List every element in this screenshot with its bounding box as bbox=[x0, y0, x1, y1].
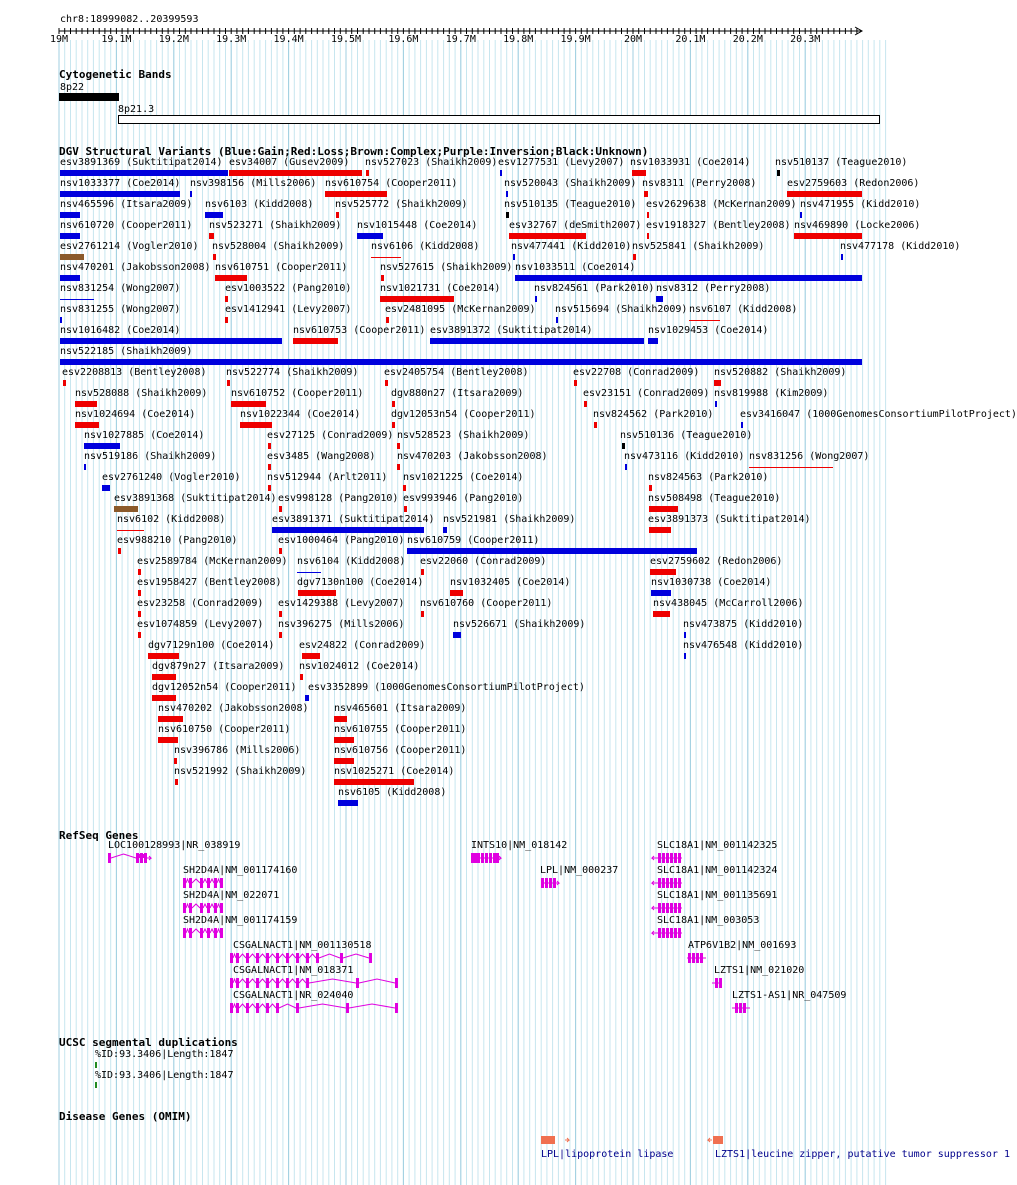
dgv-feature-label[interactable]: nsv520882 (Shaikh2009) bbox=[714, 367, 847, 378]
dgv-feature-label[interactable]: dgv879n27 (Itsara2009) bbox=[152, 661, 285, 672]
dgv-track-title[interactable]: DGV Structural Variants (Blue:Gain;Red:Loss;Brown:Complex;Purple:Inversion;Black:Unknown) bbox=[59, 145, 649, 158]
dgv-feature-label[interactable]: esv2405754 (Bentley2008) bbox=[384, 367, 529, 378]
dgv-feature-label[interactable]: nsv1029453 (Coe2014) bbox=[648, 325, 769, 336]
gene-label[interactable]: LZTS1|NM_021020 bbox=[714, 965, 805, 976]
gene-model[interactable] bbox=[230, 1003, 398, 1013]
dgv-feature-label[interactable]: esv1429388 (Levy2007) bbox=[278, 598, 405, 609]
dgv-feature-label[interactable]: nsv6104 (Kidd2008) bbox=[297, 556, 406, 567]
dgv-feature-label[interactable]: nsv8312 (Perry2008) bbox=[656, 283, 771, 294]
gene-label[interactable]: LZTS1-AS1|NR_047509 bbox=[732, 990, 847, 1001]
dgv-feature-label[interactable]: nsv525841 (Shaikh2009) bbox=[632, 241, 765, 252]
gene-model[interactable] bbox=[655, 878, 682, 888]
dgv-feature-label[interactable]: nsv610754 (Cooper2011) bbox=[325, 178, 458, 189]
dgv-feature-label[interactable]: nsv610752 (Cooper2011) bbox=[231, 388, 364, 399]
dgv-feature-label[interactable]: dgv7129n100 (Coe2014) bbox=[148, 640, 275, 651]
strand-arrow-icon bbox=[652, 881, 656, 885]
dgv-feature-label[interactable]: nsv471955 (Kidd2010) bbox=[800, 199, 921, 210]
dgv-feature-label[interactable]: esv3891372 (Suktitipat2014) bbox=[430, 325, 593, 336]
dgv-feature-label[interactable]: nsv396786 (Mills2006) bbox=[174, 745, 301, 756]
dgv-feature-label[interactable]: nsv521981 (Shaikh2009) bbox=[443, 514, 576, 525]
gene-model[interactable] bbox=[655, 853, 682, 863]
gene-label[interactable]: CSGALNACT1|NM_018371 bbox=[233, 965, 354, 976]
dgv-feature-label[interactable]: nsv510136 (Teague2010) bbox=[620, 430, 753, 441]
dgv-feature-label[interactable]: nsv523271 (Shaikh2009) bbox=[209, 220, 342, 231]
dgv-feature-label[interactable]: esv3891369 (Suktitipat2014) bbox=[60, 157, 223, 168]
dgv-feature-label[interactable]: nsv528088 (Shaikh2009) bbox=[75, 388, 208, 399]
strand-arrow-icon bbox=[652, 906, 656, 910]
dgv-feature-label[interactable]: esv1000464 (Pang2010) bbox=[278, 535, 405, 546]
dgv-feature-label[interactable]: nsv1021731 (Coe2014) bbox=[380, 283, 501, 294]
cytoband-track-title[interactable]: Cytogenetic Bands bbox=[59, 68, 172, 81]
dgv-feature-label[interactable]: esv27125 (Conrad2009) bbox=[267, 430, 394, 441]
omim-feature-lzts1[interactable] bbox=[713, 1136, 723, 1144]
dgv-feature-label[interactable]: esv3891373 (Suktitipat2014) bbox=[648, 514, 811, 525]
gene-model[interactable] bbox=[655, 928, 682, 938]
dgv-feature-label[interactable]: esv2589784 (McKernan2009) bbox=[137, 556, 288, 567]
gene-model[interactable] bbox=[471, 853, 499, 863]
dgv-feature-label[interactable]: nsv508498 (Teague2010) bbox=[648, 493, 781, 504]
dgv-feature-label[interactable]: nsv824561 (Park2010) bbox=[534, 283, 655, 294]
dgv-feature-label[interactable]: nsv6103 (Kidd2008) bbox=[205, 199, 314, 210]
dgv-feature-label[interactable]: nsv510137 (Teague2010) bbox=[775, 157, 908, 168]
dgv-feature-label[interactable]: nsv1033377 (Coe2014) bbox=[60, 178, 181, 189]
ruler-tick-label: 19.4M bbox=[273, 34, 304, 45]
gene-label[interactable]: LPL|NM_000237 bbox=[540, 865, 619, 876]
dgv-feature-label[interactable]: nsv6102 (Kidd2008) bbox=[117, 514, 226, 525]
dgv-feature-label[interactable]: nsv1016482 (Coe2014) bbox=[60, 325, 181, 336]
ruler-tick-label: 19.1M bbox=[101, 34, 132, 45]
ruler-tick-label: 20M bbox=[623, 34, 643, 45]
ruler-tick-label: 19.5M bbox=[330, 34, 362, 45]
dgv-feature-label[interactable]: esv2759602 (Redon2006) bbox=[650, 556, 783, 567]
omim-label-lzts1[interactable]: LZTS1|leucine zipper, putative tumor suppressor 1 bbox=[715, 1149, 1011, 1160]
dgv-feature-label[interactable]: nsv528523 (Shaikh2009) bbox=[397, 430, 530, 441]
ruler-tick-label: 19.7M bbox=[445, 34, 476, 45]
dgv-feature-label[interactable]: nsv469890 (Locke2006) bbox=[794, 220, 921, 231]
strand-arrow-icon bbox=[565, 1138, 569, 1142]
ruler-tick-label: 20.3M bbox=[790, 34, 821, 45]
dgv-feature-label[interactable]: esv2761240 (Vogler2010) bbox=[102, 472, 241, 483]
dgv-feature-label[interactable]: esv24822 (Conrad2009) bbox=[299, 640, 426, 651]
dgv-feature-label[interactable]: nsv1027885 (Coe2014) bbox=[84, 430, 205, 441]
dgv-feature-label[interactable]: nsv465596 (Itsara2009) bbox=[60, 199, 193, 210]
segdup-label: %ID:93.3406|Length:1847 bbox=[95, 1070, 234, 1081]
gene-label[interactable]: SH2D4A|NM_022071 bbox=[183, 890, 280, 901]
gene-label[interactable]: SLC18A1|NM_001142324 bbox=[657, 865, 778, 876]
dgv-feature-label[interactable]: esv23151 (Conrad2009) bbox=[583, 388, 710, 399]
dgv-feature-label[interactable]: esv998128 (Pang2010) bbox=[278, 493, 399, 504]
gene-label[interactable]: SLC18A1|NM_001142325 bbox=[657, 840, 778, 851]
dgv-feature-label[interactable]: nsv831255 (Wong2007) bbox=[60, 304, 181, 315]
strand-arrow-icon bbox=[652, 856, 656, 860]
dgv-feature-label[interactable]: nsv528004 (Shaikh2009) bbox=[212, 241, 345, 252]
ruler-tick-label: 19.8M bbox=[503, 34, 534, 45]
dgv-feature-label[interactable]: nsv1024694 (Coe2014) bbox=[75, 409, 196, 420]
ruler-tick-label: 19.9M bbox=[560, 34, 591, 45]
dgv-feature-label[interactable]: nsv610756 (Cooper2011) bbox=[334, 745, 467, 756]
dgv-feature-label[interactable]: nsv525772 (Shaikh2009) bbox=[335, 199, 468, 210]
dgv-feature-label[interactable]: nsv1015448 (Coe2014) bbox=[357, 220, 478, 231]
dgv-feature-label[interactable]: nsv477178 (Kidd2010) bbox=[840, 241, 961, 252]
dgv-feature-label[interactable]: nsv527615 (Shaikh2009) bbox=[380, 262, 513, 273]
dgv-feature-label[interactable]: nsv610753 (Cooper2011) bbox=[293, 325, 426, 336]
dgv-feature-label[interactable]: nsv522185 (Shaikh2009) bbox=[60, 346, 193, 357]
gene-model[interactable] bbox=[108, 853, 147, 863]
gene-model[interactable] bbox=[183, 903, 223, 913]
dgv-feature-label[interactable]: esv23258 (Conrad2009) bbox=[137, 598, 264, 609]
dgv-feature-label[interactable]: nsv1021225 (Coe2014) bbox=[403, 472, 524, 483]
strand-arrow-icon bbox=[708, 1138, 712, 1142]
gene-model[interactable] bbox=[183, 878, 223, 888]
ruler-tick-label: 20.1M bbox=[675, 34, 706, 45]
segdup-feature[interactable] bbox=[95, 1062, 97, 1068]
gene-model[interactable] bbox=[655, 903, 682, 913]
dgv-feature-label[interactable]: nsv521992 (Shaikh2009) bbox=[174, 766, 307, 777]
dgv-feature-label[interactable]: esv2629638 (McKernan2009) bbox=[646, 199, 797, 210]
dgv-feature-label[interactable]: nsv824562 (Park2010) bbox=[593, 409, 714, 420]
dgv-feature-label[interactable]: nsv6107 (Kidd2008) bbox=[689, 304, 798, 315]
gene-model[interactable] bbox=[230, 953, 372, 963]
dgv-feature-label[interactable]: nsv510135 (Teague2010) bbox=[504, 199, 637, 210]
dgv-feature-label[interactable]: nsv8311 (Perry2008) bbox=[642, 178, 757, 189]
dgv-feature-label[interactable]: nsv1033931 (Coe2014) bbox=[630, 157, 751, 168]
ruler-tick-label: 19.2M bbox=[158, 34, 189, 45]
cytoband-label-8p22: 8p22 bbox=[60, 82, 85, 93]
dgv-feature-label[interactable]: nsv610751 (Cooper2011) bbox=[215, 262, 348, 273]
segdup-track-title[interactable]: UCSC segmental duplications bbox=[59, 1036, 238, 1049]
cytoband-label-8p21-3: 8p21.3 bbox=[118, 104, 155, 115]
dgv-feature-label[interactable]: esv2481095 (McKernan2009) bbox=[385, 304, 536, 315]
dgv-feature-label[interactable]: nsv470203 (Jakobsson2008) bbox=[397, 451, 548, 462]
ruler-tick-label: 19M bbox=[49, 34, 69, 45]
dgv-feature-label[interactable]: nsv610755 (Cooper2011) bbox=[334, 724, 467, 735]
dgv-feature-label[interactable]: nsv519186 (Shaikh2009) bbox=[84, 451, 217, 462]
strand-arrow-icon bbox=[652, 931, 656, 935]
gene-label[interactable]: CSGALNACT1|NM_001130518 bbox=[233, 940, 372, 951]
dgv-feature-label[interactable]: esv32767 (deSmith2007) bbox=[509, 220, 642, 231]
dgv-feature-label[interactable]: esv1003522 (Pang2010) bbox=[225, 283, 352, 294]
ruler-tick-label: 20.2M bbox=[732, 34, 763, 45]
dgv-feature-label[interactable]: nsv398156 (Mills2006) bbox=[190, 178, 317, 189]
dgv-feature-label[interactable]: nsv6106 (Kidd2008) bbox=[371, 241, 480, 252]
dgv-feature-label[interactable]: esv2759603 (Redon2006) bbox=[787, 178, 920, 189]
gene-model[interactable] bbox=[230, 978, 398, 988]
dgv-feature-label[interactable]: nsv470202 (Jakobsson2008) bbox=[158, 703, 309, 714]
dgv-feature-label[interactable]: nsv520043 (Shaikh2009) bbox=[504, 178, 637, 189]
dgv-feature-label[interactable]: esv2761214 (Vogler2010) bbox=[60, 241, 199, 252]
omim-feature-lpl[interactable] bbox=[541, 1136, 555, 1144]
dgv-feature-label[interactable]: nsv1022344 (Coe2014) bbox=[240, 409, 361, 420]
dgv-feature-label[interactable]: nsv1030738 (Coe2014) bbox=[651, 577, 772, 588]
dgv-feature-label[interactable]: nsv465601 (Itsara2009) bbox=[334, 703, 467, 714]
dgv-feature-label[interactable]: nsv470201 (Jakobsson2008) bbox=[60, 262, 211, 273]
strand-arrow-icon bbox=[147, 856, 151, 860]
dgv-feature-label[interactable]: esv34007 (Gusev2009) bbox=[229, 157, 350, 168]
segdup-label: %ID:93.3406|Length:1847 bbox=[95, 1049, 234, 1060]
dgv-feature-label[interactable]: esv1918327 (Bentley2008) bbox=[646, 220, 791, 231]
ruler-tick-label: 19.3M bbox=[216, 34, 247, 45]
dgv-feature-label[interactable]: nsv512944 (Arlt2011) bbox=[267, 472, 388, 483]
refseq-track-title[interactable]: RefSeq Genes bbox=[59, 829, 139, 842]
ruler-tick-label: 19.6M bbox=[388, 34, 419, 45]
dgv-feature-label[interactable]: nsv515694 (Shaikh2009) bbox=[555, 304, 688, 315]
dgv-feature-label[interactable]: nsv1025271 (Coe2014) bbox=[334, 766, 455, 777]
dgv-feature-label[interactable]: esv1277531 (Levy2007) bbox=[498, 157, 625, 168]
dgv-feature-label[interactable]: nsv824563 (Park2010) bbox=[648, 472, 769, 483]
dgv-feature-label[interactable]: esv22060 (Conrad2009) bbox=[420, 556, 547, 567]
dgv-feature-label[interactable]: nsv477441 (Kidd2010) bbox=[511, 241, 632, 252]
gene-label[interactable]: CSGALNACT1|NR_024040 bbox=[233, 990, 354, 1001]
dgv-feature-label[interactable]: nsv831256 (Wong2007) bbox=[749, 451, 870, 462]
dgv-feature-label[interactable]: nsv1032405 (Coe2014) bbox=[450, 577, 571, 588]
dgv-feature-label[interactable]: nsv610720 (Cooper2011) bbox=[60, 220, 193, 231]
gene-model[interactable] bbox=[712, 978, 722, 988]
dgv-feature-label[interactable]: nsv396275 (Mills2006) bbox=[278, 619, 405, 630]
dgv-feature-label[interactable]: nsv473875 (Kidd2010) bbox=[683, 619, 804, 630]
gene-label[interactable]: INTS10|NM_018142 bbox=[471, 840, 568, 851]
position-label: chr8:18999082..20399593 bbox=[60, 14, 199, 25]
dgv-feature-label[interactable]: dgv12053n54 (Cooper2011) bbox=[391, 409, 536, 420]
gene-label[interactable]: SLC18A1|NM_001135691 bbox=[657, 890, 778, 901]
gene-label[interactable]: SH2D4A|NM_001174159 bbox=[183, 915, 298, 926]
dgv-feature-label[interactable]: nsv473116 (Kidd2010) bbox=[624, 451, 745, 462]
dgv-feature-label[interactable]: esv1074859 (Levy2007) bbox=[137, 619, 264, 630]
dgv-feature-label[interactable]: nsv6105 (Kidd2008) bbox=[338, 787, 447, 798]
dgv-feature-label[interactable]: nsv610760 (Cooper2011) bbox=[420, 598, 553, 609]
dgv-feature-label[interactable]: nsv831254 (Wong2007) bbox=[60, 283, 181, 294]
gene-label[interactable]: SLC18A1|NM_003053 bbox=[657, 915, 760, 926]
gene-model[interactable] bbox=[732, 1003, 750, 1013]
gene-label[interactable]: SH2D4A|NM_001174160 bbox=[183, 865, 298, 876]
omim-label-lpl[interactable]: LPL|lipoprotein lipase bbox=[541, 1149, 674, 1160]
gene-model[interactable] bbox=[687, 953, 706, 963]
dgv-feature-label[interactable]: esv988210 (Pang2010) bbox=[117, 535, 238, 546]
dgv-feature-label[interactable]: nsv819988 (Kim2009) bbox=[714, 388, 829, 399]
dgv-feature-label[interactable]: esv3352899 (1000GenomesConsortiumPilotProject) bbox=[308, 682, 585, 693]
dgv-feature-label[interactable]: nsv1024012 (Coe2014) bbox=[299, 661, 420, 672]
dgv-feature-label[interactable]: nsv1033511 (Coe2014) bbox=[515, 262, 636, 273]
omim-track-title[interactable]: Disease Genes (OMIM) bbox=[59, 1110, 192, 1123]
segdup-feature[interactable] bbox=[95, 1082, 97, 1088]
dgv-feature-label[interactable]: esv22708 (Conrad2009) bbox=[573, 367, 700, 378]
dgv-feature-label[interactable]: esv2208813 (Bentley2008) bbox=[62, 367, 207, 378]
gene-model[interactable] bbox=[183, 928, 223, 938]
gene-model[interactable] bbox=[541, 878, 556, 888]
dgv-feature-label[interactable]: esv993946 (Pang2010) bbox=[403, 493, 524, 504]
dgv-feature-label[interactable]: esv3891371 (Suktitipat2014) bbox=[272, 514, 435, 525]
dgv-feature-label[interactable]: nsv610759 (Cooper2011) bbox=[407, 535, 540, 546]
dgv-feature-label[interactable]: nsv526671 (Shaikh2009) bbox=[453, 619, 586, 630]
dgv-feature-label[interactable]: nsv476548 (Kidd2010) bbox=[683, 640, 804, 651]
gene-label[interactable]: ATP6V1B2|NM_001693 bbox=[688, 940, 797, 951]
dgv-feature-label[interactable]: nsv610750 (Cooper2011) bbox=[158, 724, 291, 735]
dgv-feature-label[interactable]: dgv7130n100 (Coe2014) bbox=[297, 577, 424, 588]
dgv-feature-label[interactable]: nsv527023 (Shaikh2009) bbox=[365, 157, 498, 168]
dgv-feature-label[interactable]: esv3891368 (Suktitipat2014) bbox=[114, 493, 277, 504]
dgv-feature-label[interactable]: esv3485 (Wang2008) bbox=[267, 451, 376, 462]
dgv-feature-label[interactable]: dgv12052n54 (Cooper2011) bbox=[152, 682, 297, 693]
dgv-feature-label[interactable]: esv1958427 (Bentley2008) bbox=[137, 577, 282, 588]
dgv-feature-label[interactable]: esv1412941 (Levy2007) bbox=[225, 304, 352, 315]
dgv-feature-label[interactable]: dgv880n27 (Itsara2009) bbox=[391, 388, 524, 399]
dgv-feature-label[interactable]: nsv522774 (Shaikh2009) bbox=[226, 367, 359, 378]
dgv-feature-label[interactable]: esv3416047 (1000GenomesConsortiumPilotProject) bbox=[740, 409, 1017, 420]
gene-label[interactable]: LOC100128993|NR_038919 bbox=[108, 840, 241, 851]
dgv-feature-label[interactable]: nsv438045 (McCarroll2006) bbox=[653, 598, 804, 609]
